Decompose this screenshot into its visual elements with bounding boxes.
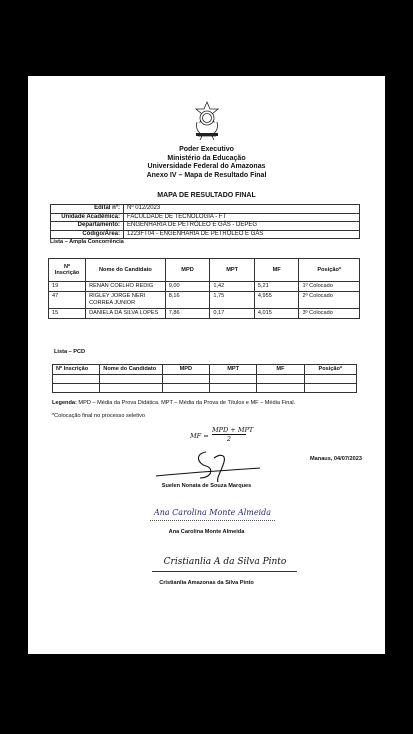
empty-cell <box>100 375 162 384</box>
legend-label: Legenda: <box>52 400 77 406</box>
cell-mpd: 9,00 <box>165 282 210 292</box>
info-row <box>51 205 360 214</box>
ampla-results-table <box>48 258 360 319</box>
col-header-inscricao: Nº Inscrição <box>49 259 86 282</box>
empty-cell <box>257 375 304 384</box>
signature-1-name: Suelen Nonata de Souza Marques <box>161 483 252 489</box>
empty-cell <box>210 384 257 393</box>
edital-info-table <box>50 204 360 239</box>
signature-3-line <box>152 571 297 572</box>
info-value: ENGENHARIA DE PETRÓLEO E GÁS - DEPEG <box>124 222 360 231</box>
formula-lhs: MF = <box>190 432 209 440</box>
empty-cell <box>162 384 209 393</box>
info-row <box>51 230 360 239</box>
table-row <box>53 375 357 384</box>
formula-numerator: MPD + MPT <box>212 426 254 434</box>
col-header-mpt: MPT <box>210 365 257 375</box>
info-row <box>51 213 360 222</box>
info-value: FACULDADE DE TECNOLOGIA - FT <box>124 213 360 222</box>
signature-1-drawing <box>154 448 264 486</box>
empty-cell <box>304 375 356 384</box>
table-row <box>49 282 360 292</box>
info-label: Código/Área: <box>51 230 124 239</box>
empty-cell <box>210 375 257 384</box>
cell-mpd: 8,16 <box>165 292 210 309</box>
header-line-2: Ministério da Educação <box>167 154 246 162</box>
cell-posicao: 3º Colocado <box>299 309 360 319</box>
cell-mpt: 0,17 <box>210 309 255 319</box>
cell-posicao: 2º Colocado <box>299 292 360 309</box>
table-header-row <box>53 365 357 375</box>
empty-cell <box>100 384 162 393</box>
header-line-1: Poder Executivo <box>179 146 234 153</box>
cell-mpt: 1,75 <box>210 292 255 309</box>
legend <box>52 400 362 406</box>
cell-inscricao: 15 <box>49 309 86 319</box>
info-value: Nº 012/2023 <box>124 205 360 214</box>
cell-posicao: 1º Colocado <box>299 282 360 292</box>
cell-nome: RENAN COELHO REDIG <box>86 282 166 292</box>
date-place: Manaus, 04/07/2023 <box>310 456 362 462</box>
info-value: 1223FT04 - ENGENHARIA DE PETRÓLEO E GÁS <box>124 230 360 239</box>
col-header-mpd: MPD <box>162 365 209 375</box>
cell-mpt: 1,42 <box>210 282 255 292</box>
cell-nome: DANIELA DA SILVA LOPES <box>86 309 166 319</box>
empty-cell <box>53 375 100 384</box>
col-header-inscricao: Nº Inscrição <box>53 365 100 375</box>
cell-mf: 4,955 <box>254 292 299 309</box>
table-row <box>49 309 360 319</box>
col-header-mf: MF <box>257 365 304 375</box>
formula-denominator: 2 <box>226 435 232 443</box>
info-row <box>51 222 360 231</box>
info-label: Departamento: <box>51 222 124 231</box>
empty-cell <box>53 384 100 393</box>
pcd-results-table <box>52 364 357 393</box>
cell-inscricao: 47 <box>49 292 86 309</box>
cell-inscricao: 19 <box>49 282 86 292</box>
header-line-4: Anexo IV – Mapa de Resultado Final <box>146 171 267 179</box>
table-header-row <box>49 259 360 282</box>
cell-mf: 4,015 <box>254 309 299 319</box>
cell-mf: 5,21 <box>254 282 299 292</box>
list-pcd-title: Lista – PCD <box>54 349 86 355</box>
table-row <box>53 384 357 393</box>
info-label: Edital nº: <box>51 205 124 214</box>
table-row <box>49 292 360 309</box>
signature-2-script: Ana Carolina Monte Almeida <box>153 508 272 517</box>
signature-3-name: Cristianlia Amazonas da Silva Pinto <box>159 580 254 586</box>
list-ampla-title: Lista – Ampla Concorrência <box>50 239 124 245</box>
signature-2-name: Ana Carolina Monte Almeida <box>168 529 245 535</box>
col-header-mf: MF <box>254 259 299 282</box>
legend-text: MPD – Média da Prova Didática. MPT – Média da Prova de Títulos e MF – Média Final. <box>76 400 296 406</box>
empty-cell <box>304 384 356 393</box>
col-header-posicao: Posição* <box>304 365 356 375</box>
col-header-mpt: MPT <box>210 259 255 282</box>
col-header-posicao: Posição* <box>299 259 360 282</box>
signature-2-line <box>150 520 275 521</box>
empty-cell <box>162 375 209 384</box>
header-line-3: Universidade Federal do Amazonas <box>147 163 266 170</box>
col-header-mpd: MPD <box>165 259 210 282</box>
document-page <box>28 76 385 654</box>
footnote: *Colocação final no processo seletivo <box>52 413 145 419</box>
signature-3-script: Cristianlia A da Silva Pinto <box>163 557 287 567</box>
document-title: MAPA DE RESULTADO FINAL <box>157 192 256 199</box>
cell-nome: RIGLEY JORGE NERI CORREA JUNIOR <box>86 292 166 309</box>
col-header-nome: Nome do Candidato <box>100 365 162 375</box>
empty-cell <box>257 384 304 393</box>
brazil-coat-of-arms-icon <box>192 100 222 142</box>
col-header-nome: Nome do Candidato <box>86 259 166 282</box>
info-label: Unidade Acadêmica: <box>51 213 124 222</box>
cell-mpd: 7,86 <box>165 309 210 319</box>
